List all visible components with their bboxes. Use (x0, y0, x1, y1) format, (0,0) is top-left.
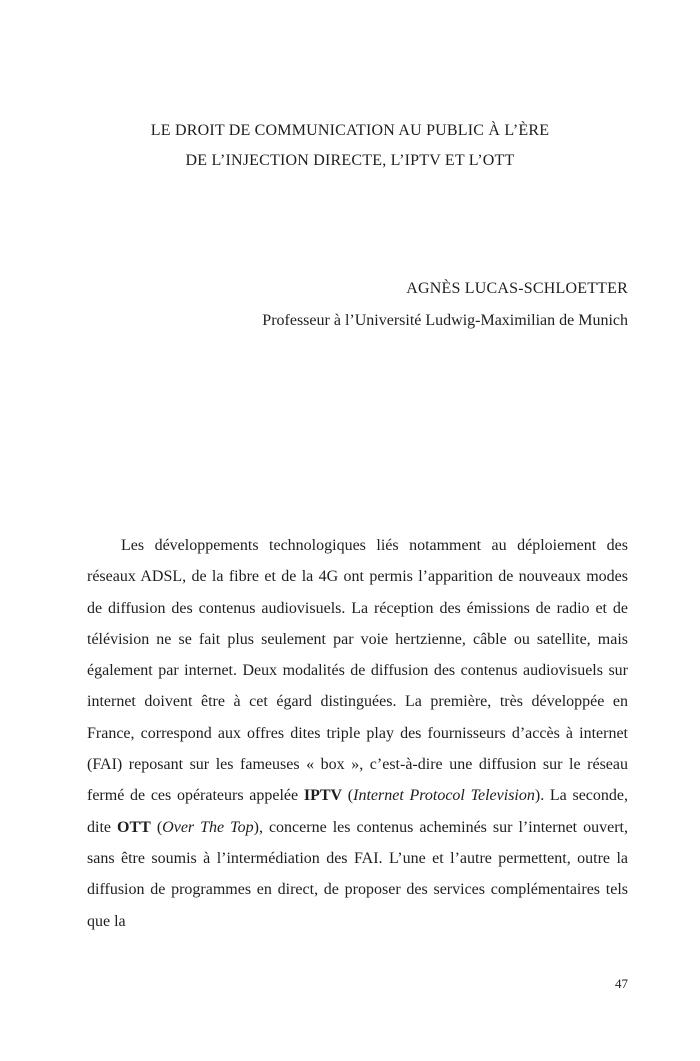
term-ott: OTT (117, 818, 151, 836)
term-iptv-expansion: Internet Protocol Television (353, 787, 535, 805)
body-text-segment: ( (150, 818, 163, 836)
body-text-segment: ). La seconde, dite (87, 787, 628, 836)
page-number: 47 (615, 976, 628, 991)
author-name: AGNÈS LUCAS-SCHLOETTER (406, 280, 628, 297)
chapter-title-line-1: LE DROIT DE COMMUNICATION AU PUBLIC À L’ÈRE (150, 122, 550, 139)
chapter-title-line-2: DE L’INJECTION DIRECTE, L’IPTV ET L’OTT (185, 152, 515, 169)
chapter-title (60, 116, 640, 176)
body-text-segment: Les développements technologiques liés notamment au déploiement des réseaux ADSL, de la fibre et de la 4G ont permis l’apparition de nouveaux modes de diffusion des contenus audiovisuels. La réception des émissions de radio et de télévision ne se fait plus seulement par voie hertzienne, câble ou satellite, mais également par internet. Deux modalités de diffusion des contenus audiovisuels sur internet doivent être à cet égard distinguées. La première, très développée en France, correspond aux offres dites triple play des fournisseurs d’accès à internet (FAI) reposant sur les fameuses « box », c’est-à-dire une diffusion sur le réseau fermé de ces opérateurs appelée (87, 537, 628, 805)
author-affiliation: Professeur à l’Université Ludwig-Maximilian de Munich (262, 312, 628, 329)
body-text-segment: ), concerne les contenus acheminés sur l’internet ouvert, sans être soumis à l’intermédiation des FAI. L’une et l’autre permettent, outre la diffusion de programmes en direct, de proposer des services complémentaires tels que la (87, 818, 629, 930)
term-iptv: IPTV (303, 787, 343, 805)
body-text-segment: ( (342, 787, 354, 805)
term-ott-expansion: Over The Top (162, 818, 254, 836)
body-paragraph (87, 530, 628, 937)
